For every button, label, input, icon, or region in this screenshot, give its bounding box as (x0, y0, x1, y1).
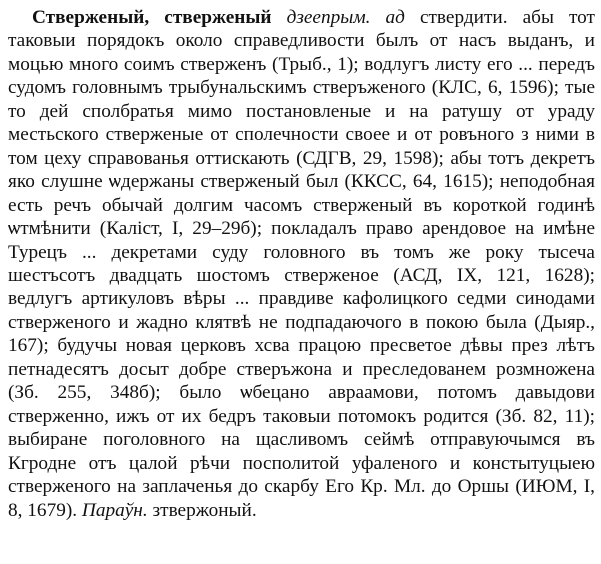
citations-text: абы тот таковыи порядокъ около справедливости былъ от насъ выданъ, и моцью много соимъ стверженъ (Трыб., 1); водлугъ листу его ... передъ судомъ головнымъ трыбунальскимъ стверъженого (КЛС, 6, 1596); тые то дей сполбратья мимо постановленые и на ратушу от ураду местьского стверженые от сполечности своее и от ровъного з ними в том цеху справованья оттискають (СДГВ, 29, 1598); абы тотъ декретъ яко слушне ѡдержаны стверженый был (ККСС, 64, 1615); неподобная есть речъ обычай долгим часомъ стверженый въ короткой годинѣ ѡтмѣнити (Каліст, I, 29–29б); покладалъ право арендовое на имѣне Турецъ ... декретами суду головного въ томъ же року тысеча шестъсотъ двадцать шостомъ стверженое (АСД, IX, 121, 1628); ведлугъ артикуловъ вѣры ... правдиве кафолицкого седми синодами стверженого и жадно клятвѣ не подпадаючого в покою была (Дыяр., 167); будучы новая церковъ хсва працою пресветое дѣвы през лѣтъ петнадесятъ досыт добре стверъжона и преследованем розмножена (Зб. 255, 348б); было ѡбецано авраамови, потомъ давыдови стверженно, ижъ от их бедръ таковыи потомокъ родится (Зб. 82, 11); выбиране поголовного на щасливомъ сеймѣ отправуючымся въ Кгродне отъ цалой рѣчи посполитой уфаленого и констытуцыею стверженого на заплаченья до скарбу Его Кр. Мл. до Оршы (ИЮМ, I, 8, 1679). (8, 7, 595, 521)
grammar-label: дзеепрым. ад (286, 7, 405, 28)
headword: Стверженый, стверженый (32, 7, 272, 28)
dictionary-entry (8, 6, 595, 522)
variant-form: зтвержоный. (147, 499, 257, 521)
derived-from: ствердити. (404, 7, 523, 28)
variant-label: Параўн. (81, 499, 148, 521)
